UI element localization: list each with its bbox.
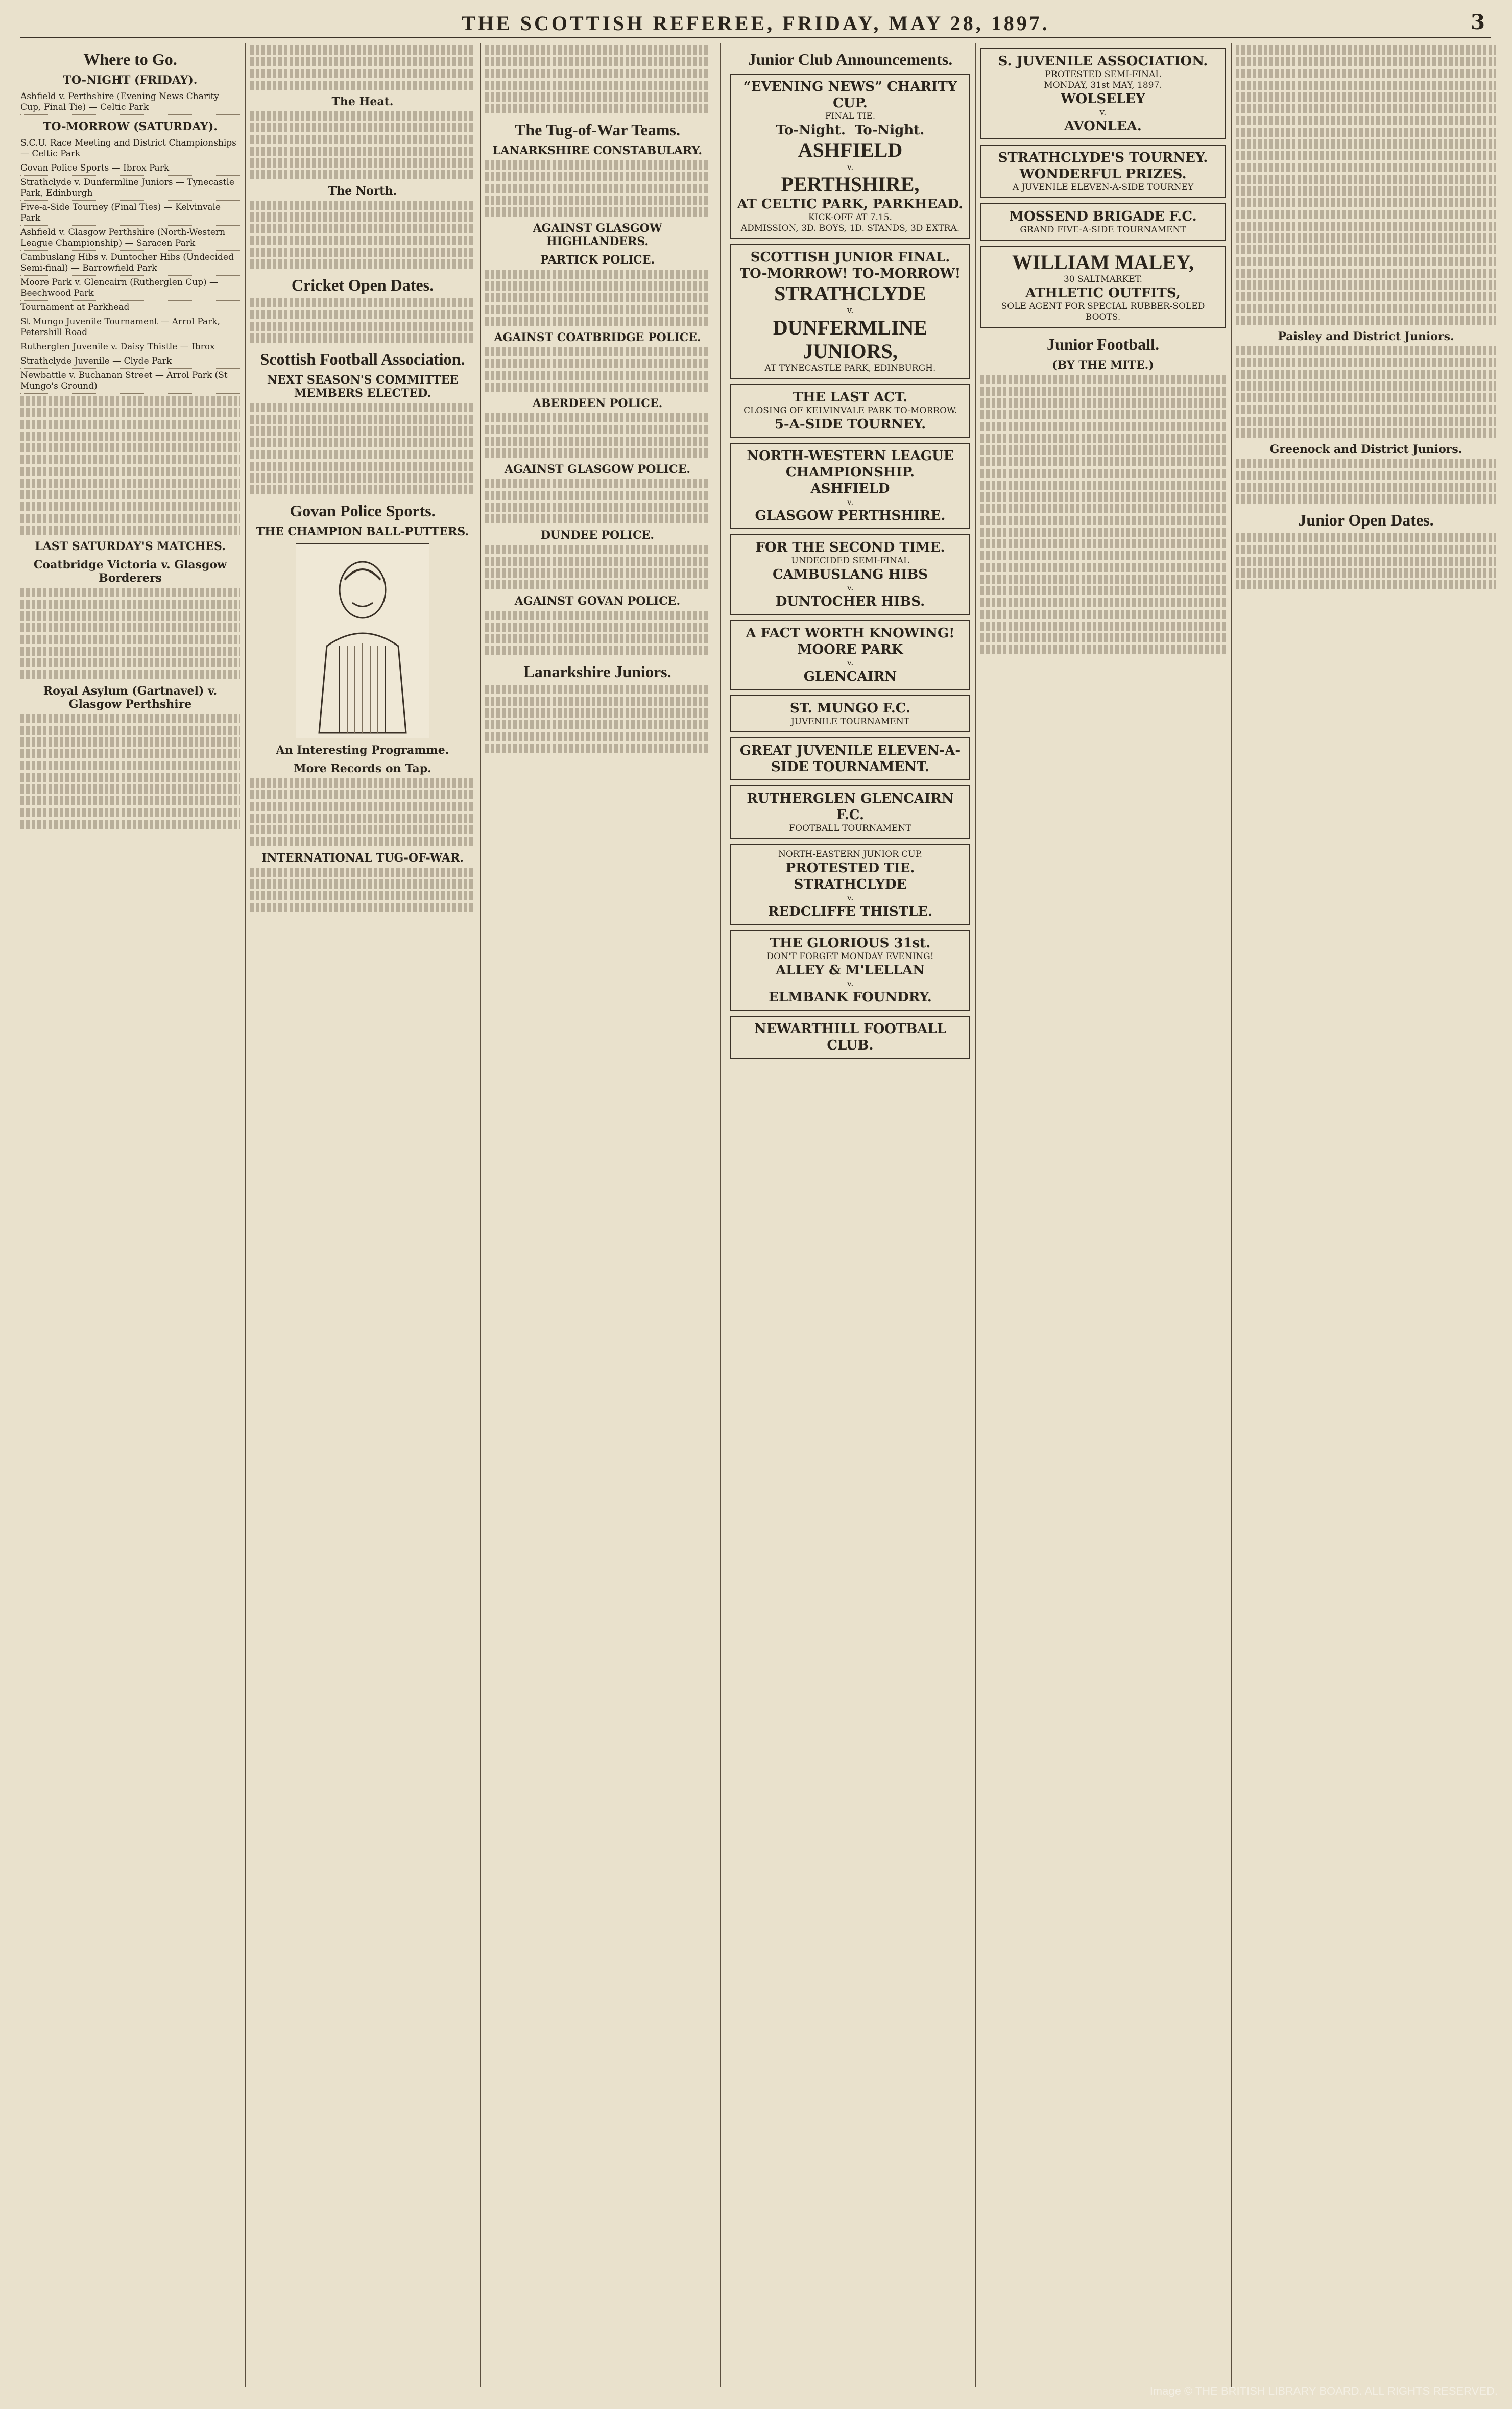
tonight-heading: TO-NIGHT (FRIDAY).	[63, 74, 198, 87]
text-line	[980, 622, 1226, 631]
text-line	[485, 196, 710, 205]
text-line	[20, 514, 240, 523]
text-line	[485, 425, 710, 434]
text-line	[250, 147, 475, 156]
text-line	[250, 158, 475, 168]
text-line	[485, 732, 710, 741]
text-line	[20, 611, 240, 621]
text-line	[1236, 580, 1496, 589]
text-line	[485, 685, 710, 694]
text-line	[1236, 81, 1496, 90]
text-line	[485, 545, 710, 554]
interesting-heading: An Interesting Programme.	[276, 744, 449, 757]
heat-heading: The Heat.	[331, 95, 394, 108]
text-line	[20, 443, 240, 452]
tonight-list	[20, 90, 240, 115]
text-line	[980, 481, 1226, 490]
text-line	[980, 610, 1226, 619]
text-line	[250, 485, 475, 494]
text-line	[250, 473, 475, 483]
text-line	[20, 749, 240, 758]
text-line	[1236, 557, 1496, 566]
column-4	[730, 43, 970, 2392]
match-title: Coatbridge Victoria v. Glasgow Borderers	[33, 558, 227, 585]
text-line	[485, 92, 710, 102]
text-line	[1236, 245, 1496, 254]
list-item: Rutherglen Juvenile v. Daisy Thistle — Ibrox	[20, 340, 240, 354]
sfa-heading: Scottish Football Association.	[260, 350, 465, 368]
text-line	[485, 557, 710, 566]
text-line	[20, 737, 240, 747]
text-line	[1236, 405, 1496, 414]
text-line	[485, 479, 710, 488]
text-line	[250, 903, 475, 912]
advert-north-western-league: NORTH-WESTERN LEAGUE CHAMPIONSHIP. ASHFIELD v. GLASGOW PERTHSHIRE.	[730, 443, 970, 529]
text-line	[1236, 304, 1496, 313]
text-line	[250, 438, 475, 447]
text-line	[980, 422, 1226, 431]
text-line	[20, 784, 240, 794]
text-line	[250, 111, 475, 121]
text-line	[20, 773, 240, 782]
text-line	[250, 825, 475, 834]
list-item: S.C.U. Race Meeting and District Championships — Celtic Park	[20, 136, 240, 161]
text-line	[20, 588, 240, 597]
junior-open-dates-heading: Junior Open Dates.	[1298, 511, 1434, 529]
tug-teams-heading: The Tug-of-War Teams.	[515, 121, 680, 139]
text-line	[20, 670, 240, 679]
column-rule	[1231, 43, 1232, 2387]
text-line	[1236, 568, 1496, 578]
text-line	[980, 398, 1226, 408]
text-line	[485, 646, 710, 655]
text-line	[20, 647, 240, 656]
text-line	[1236, 139, 1496, 149]
text-line	[485, 270, 710, 279]
text-line	[20, 420, 240, 429]
text-line	[485, 623, 710, 632]
text-line	[250, 426, 475, 436]
text-line	[1236, 92, 1496, 102]
text-line	[485, 503, 710, 512]
text-line	[250, 201, 475, 210]
list-item: Cambuslang Hibs v. Duntocher Hibs (Undecided Semi-final) — Barrowfield Park	[20, 251, 240, 276]
text-line	[980, 563, 1226, 572]
text-line	[250, 802, 475, 811]
text-line	[1236, 494, 1496, 504]
image-credit: Image © THE BRITISH LIBRARY BOARD. ALL RIGHTS RESERVED.	[1149, 2384, 1498, 2397]
text-line	[980, 645, 1226, 654]
paisley-heading: Paisley and District Juniors.	[1278, 330, 1454, 343]
text-line	[980, 492, 1226, 502]
column-3	[485, 43, 710, 2392]
text-line	[20, 761, 240, 770]
text-line	[250, 450, 475, 459]
advert-mossend-brigade: MOSSEND BRIGADE F.C. GRAND FIVE-A-SIDE TOURNAMENT	[980, 203, 1226, 241]
text-line	[485, 580, 710, 589]
text-line	[1236, 57, 1496, 66]
text-line	[485, 697, 710, 706]
text-line	[20, 526, 240, 535]
column-6	[1236, 43, 1496, 2392]
text-line	[20, 714, 240, 723]
where-to-go-heading: Where to Go.	[83, 50, 177, 68]
text-line	[250, 837, 475, 846]
page-number: 3	[1471, 10, 1485, 34]
text-line	[250, 45, 475, 55]
records-heading: More Records on Tap.	[294, 762, 431, 775]
royal-asylum-heading: Royal Asylum (Gartnavel) v. Glasgow Perthshire	[43, 684, 218, 711]
team-heading: AGAINST GOVAN POLICE.	[514, 594, 681, 608]
advert-strathclyde-tourney: STRATHCLYDE'S TOURNEY. WONDERFUL PRIZES. A JUVENILE ELEVEN-A-SIDE TOURNEY	[980, 145, 1226, 198]
text-line	[485, 744, 710, 753]
junior-football-heading: Junior Football.	[1047, 335, 1159, 353]
list-item: Moore Park v. Glencairn (Rutherglen Cup) — Beechwood Park	[20, 276, 240, 301]
column-rule	[245, 43, 246, 2387]
text-line	[20, 820, 240, 829]
text-line	[20, 658, 240, 667]
team-heading: AGAINST GLASGOW HIGHLANDERS.	[533, 222, 662, 248]
text-line	[1236, 417, 1496, 426]
text-line	[980, 539, 1226, 548]
advert-rutherglen-glencairn: RUTHERGLEN GLENCAIRN F.C. FOOTBALL TOURNAMENT	[730, 785, 970, 839]
text-line	[250, 310, 475, 319]
text-line	[1236, 151, 1496, 160]
column-5	[980, 43, 1226, 2392]
cricket-heading: Cricket Open Dates.	[291, 276, 434, 294]
govan-sports-heading: Govan Police Sports.	[290, 502, 436, 520]
text-line	[485, 305, 710, 314]
text-line	[1236, 533, 1496, 542]
advert-glorious-31st: THE GLORIOUS 31st. DON'T FORGET MONDAY EVENING! ALLEY & M'LELLAN v. ELMBANK FOUNDRY.	[730, 930, 970, 1011]
junior-announcements-heading: Junior Club Announcements.	[748, 50, 953, 68]
text-line	[485, 708, 710, 718]
text-line	[20, 635, 240, 644]
advert-newarthill: NEWARTHILL FOOTBALL CLUB.	[730, 1016, 970, 1059]
tomorrow-heading: TO-MORROW (SATURDAY).	[43, 120, 218, 133]
text-line	[485, 383, 710, 392]
text-line	[485, 69, 710, 78]
text-line	[980, 575, 1226, 584]
text-line	[1236, 545, 1496, 554]
text-line	[1236, 370, 1496, 379]
text-line	[485, 359, 710, 368]
text-line	[980, 375, 1226, 384]
text-line	[1236, 104, 1496, 113]
text-line	[1236, 393, 1496, 402]
results-heading: LAST SATURDAY'S MATCHES.	[35, 540, 226, 553]
text-line	[1236, 198, 1496, 207]
text-line	[1236, 257, 1496, 266]
text-line	[980, 551, 1226, 560]
text-line	[1236, 358, 1496, 367]
athlete-portrait-illustration	[296, 543, 429, 738]
list-item: Govan Police Sports — Ibrox Park	[20, 161, 240, 176]
text-line	[20, 726, 240, 735]
team-heading: PARTICK POLICE.	[540, 253, 655, 267]
text-line	[20, 502, 240, 511]
advert-charity-cup: “EVENING NEWS” CHARITY CUP. FINAL TIE. To-Night. To-Night. ASHFIELD v. PERTHSHIRE, AT CELTIC PARK, PARKHEAD. KICK-OFF AT 7.15. ADMISSION, 3D. BOYS, 1D. STANDS, 3D EXTRA.	[730, 74, 970, 239]
text-line	[20, 808, 240, 817]
text-line	[250, 778, 475, 788]
text-line	[485, 281, 710, 291]
text-line	[250, 403, 475, 412]
list-item: Strathclyde v. Dunfermline Juniors — Tynecastle Park, Edinburgh	[20, 176, 240, 201]
advert-william-maley: WILLIAM MALEY, 30 SALTMARKET. ATHLETIC OUTFITS, SOLE AGENT FOR SPECIAL RUBBER-SOLED BOOTS.	[980, 246, 1226, 328]
text-line	[20, 490, 240, 499]
list-item: Five-a-Side Tourney (Final Ties) — Kelvinvale Park	[20, 201, 240, 226]
advert-protested-tie: NORTH-EASTERN JUNIOR CUP. PROTESTED TIE. STRATHCLYDE v. REDCLIFFE THISTLE.	[730, 844, 970, 925]
text-line	[1236, 471, 1496, 480]
text-line	[250, 333, 475, 343]
text-line	[20, 396, 240, 406]
text-line	[485, 514, 710, 523]
team-heading: ABERDEEN POLICE.	[532, 397, 663, 410]
text-line	[250, 69, 475, 78]
text-line	[485, 45, 710, 55]
text-line	[1236, 116, 1496, 125]
text-line	[1236, 233, 1496, 243]
text-line	[485, 371, 710, 380]
north-heading: The North.	[328, 184, 397, 198]
list-item: Tournament at Parkhead	[20, 301, 240, 315]
text-line	[980, 469, 1226, 478]
text-line	[20, 623, 240, 632]
text-line	[485, 184, 710, 193]
list-item: Strathclyde Juvenile — Clyde Park	[20, 354, 240, 369]
text-line	[20, 432, 240, 441]
govan-sports-subheading: THE CHAMPION BALL-PUTTERS.	[256, 525, 469, 538]
team-heading: AGAINST GLASGOW POLICE.	[504, 463, 691, 476]
column-rule	[975, 43, 976, 2387]
greenock-heading: Greenock and District Juniors.	[1269, 443, 1462, 456]
text-line	[980, 434, 1226, 443]
text-line	[485, 437, 710, 446]
text-line	[485, 448, 710, 458]
column-rule	[480, 43, 481, 2387]
text-line	[250, 81, 475, 90]
text-line	[485, 413, 710, 422]
text-line	[980, 387, 1226, 396]
text-line	[20, 600, 240, 609]
text-line	[980, 445, 1226, 455]
text-line	[250, 224, 475, 233]
text-line	[1236, 381, 1496, 391]
text-line	[1236, 175, 1496, 184]
advert-juvenile-association: S. JUVENILE ASSOCIATION. PROTESTED SEMI-FINAL MONDAY, 31st MAY, 1897. WOLSELEY v. AVONLEA.	[980, 48, 1226, 139]
column-rule	[720, 43, 721, 2387]
text-line	[250, 298, 475, 307]
text-line	[1236, 459, 1496, 468]
text-line	[20, 408, 240, 417]
text-line	[980, 504, 1226, 513]
text-line	[485, 293, 710, 302]
text-line	[485, 57, 710, 66]
text-line	[250, 248, 475, 257]
text-line	[1236, 69, 1496, 78]
advert-last-act: THE LAST ACT. CLOSING OF KELVINVALE PARK TO-MORROW. 5-A-SIDE TOURNEY.	[730, 384, 970, 438]
advert-st-mungo: ST. MUNGO F.C. JUVENILE TOURNAMENT	[730, 695, 970, 732]
advert-semi-final: FOR THE SECOND TIME. UNDECIDED SEMI-FINAL CAMBUSLANG HIBS v. DUNTOCHER HIBS.	[730, 534, 970, 615]
text-line	[20, 479, 240, 488]
text-line	[485, 634, 710, 643]
text-line	[250, 462, 475, 471]
text-line	[250, 790, 475, 799]
text-line	[485, 207, 710, 217]
text-line	[1236, 222, 1496, 231]
text-line	[250, 879, 475, 889]
text-line	[250, 259, 475, 269]
text-line	[250, 123, 475, 132]
text-line	[1236, 186, 1496, 196]
list-item: Newbattle v. Buchanan Street — Arrol Park (St Mungo's Ground)	[20, 369, 240, 394]
tomorrow-list	[20, 136, 240, 394]
text-line	[1236, 280, 1496, 290]
text-line	[250, 170, 475, 179]
advert-fact-worth-knowing: A FACT WORTH KNOWING! MOORE PARK v. GLENCAIRN	[730, 620, 970, 690]
text-line	[1236, 483, 1496, 492]
text-line	[1236, 45, 1496, 55]
newspaper-title: THE SCOTTISH REFEREE, FRIDAY, MAY 28, 1897.	[462, 12, 1050, 35]
byline: (BY THE MITE.)	[1052, 359, 1154, 372]
advert-juvenile-tournament: GREAT JUVENILE ELEVEN-A-SIDE TOURNAMENT.	[730, 737, 970, 780]
text-line	[485, 720, 710, 729]
text-line	[1236, 316, 1496, 325]
text-line	[1236, 210, 1496, 219]
tug-of-war-heading: INTERNATIONAL TUG-OF-WAR.	[261, 851, 464, 865]
text-line	[485, 104, 710, 113]
list-item: Ashfield v. Glasgow Perthshire (North-Western League Championship) — Saracen Park	[20, 226, 240, 251]
text-line	[485, 611, 710, 620]
text-line	[250, 322, 475, 331]
text-line	[250, 814, 475, 823]
text-line	[250, 135, 475, 144]
text-line	[250, 891, 475, 900]
column-1	[20, 43, 240, 2392]
team-heading: DUNDEE POLICE.	[540, 529, 655, 542]
text-line	[485, 568, 710, 578]
text-line	[485, 160, 710, 170]
text-line	[250, 415, 475, 424]
text-line	[485, 491, 710, 500]
text-line	[20, 455, 240, 464]
text-line	[250, 57, 475, 66]
column-2	[250, 43, 475, 2392]
text-line	[980, 586, 1226, 595]
list-item: Ashfield v. Perthshire (Evening News Charity Cup, Final Tie) — Celtic Park	[20, 90, 240, 115]
text-line	[485, 81, 710, 90]
text-line	[485, 347, 710, 356]
sfa-subheading: NEXT SEASON'S COMMITTEE MEMBERS ELECTED.	[267, 373, 459, 400]
text-line	[250, 236, 475, 245]
text-line	[250, 212, 475, 222]
text-line	[1236, 428, 1496, 438]
text-line	[1236, 269, 1496, 278]
text-line	[980, 457, 1226, 466]
text-line	[1236, 163, 1496, 172]
text-line	[250, 868, 475, 877]
text-line	[20, 467, 240, 476]
text-line	[485, 172, 710, 181]
text-line	[1236, 292, 1496, 301]
lanarkshire-juniors-heading: Lanarkshire Juniors.	[523, 662, 671, 681]
text-line	[980, 528, 1226, 537]
team-heading: LANARKSHIRE CONSTABULARY.	[492, 144, 703, 157]
text-line	[980, 516, 1226, 525]
list-item: St Mungo Juvenile Tournament — Arrol Park, Petershill Road	[20, 315, 240, 340]
text-line	[1236, 128, 1496, 137]
advert-scottish-junior-final: SCOTTISH JUNIOR FINAL. TO-MORROW! TO-MORROW! STRATHCLYDE v. DUNFERMLINE JUNIORS, AT TYNECASTLE PARK, EDINBURGH.	[730, 244, 970, 379]
text-line	[1236, 346, 1496, 355]
text-line	[980, 410, 1226, 419]
text-line	[980, 598, 1226, 607]
text-line	[485, 317, 710, 326]
text-line	[20, 796, 240, 805]
text-line	[980, 633, 1226, 642]
team-heading: AGAINST COATBRIDGE POLICE.	[494, 331, 701, 344]
masthead	[20, 9, 1491, 38]
